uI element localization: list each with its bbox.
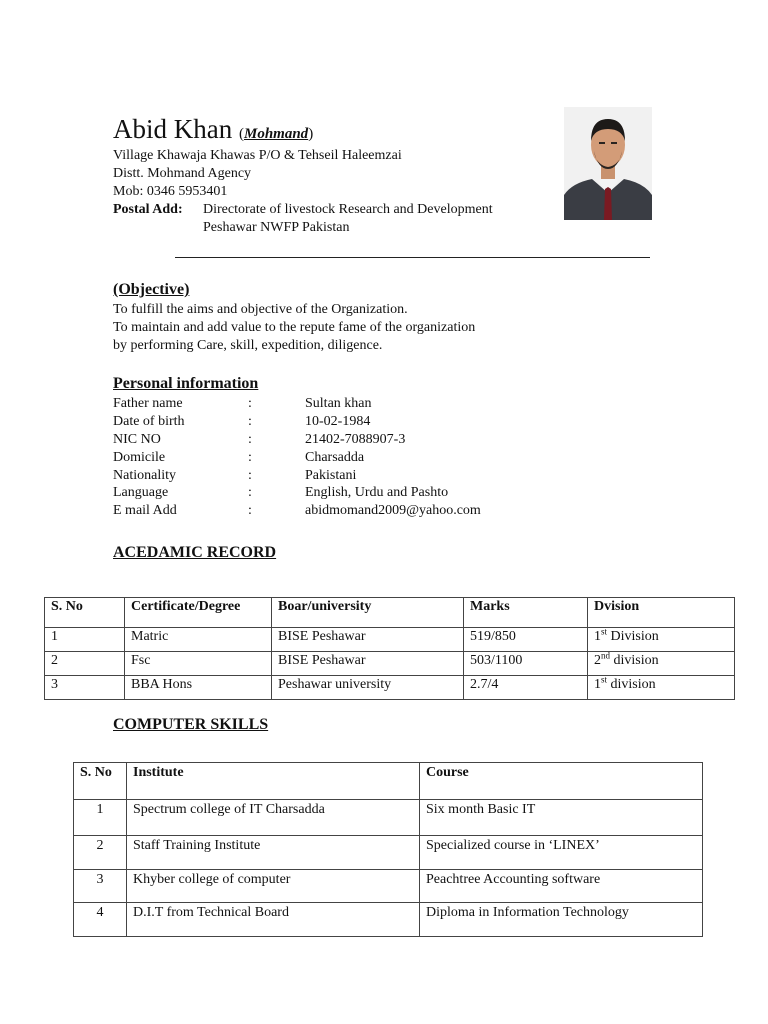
personal-key: NIC NO — [113, 432, 161, 447]
cell-certificate: Fsc — [125, 652, 272, 676]
name-suffix: (Mohmand) — [238, 126, 314, 142]
address-line-1: Village Khawaja Khawas P/O & Tehseil Haleemzai — [113, 148, 402, 163]
cell-marks: 503/1100 — [464, 652, 588, 676]
table-row — [74, 836, 703, 870]
header-divider — [175, 257, 650, 258]
cell-sno: 2 — [45, 652, 125, 676]
personal-key: Nationality — [113, 468, 176, 483]
personal-colon: : — [248, 468, 252, 483]
cell-sno: 3 — [74, 870, 127, 903]
cell-sno: 1 — [45, 628, 125, 652]
column-header: Marks — [464, 598, 588, 628]
cell-sno: 3 — [45, 676, 125, 700]
cell-certificate: Matric — [125, 628, 272, 652]
cell-institute: Staff Training Institute — [127, 836, 420, 870]
cell-course: Peachtree Accounting software — [420, 870, 703, 903]
cell-certificate: BBA Hons — [125, 676, 272, 700]
computer-skills-table — [73, 762, 703, 937]
personal-value: Pakistani — [305, 468, 357, 483]
table-row — [74, 800, 703, 836]
personal-colon: : — [248, 503, 252, 518]
personal-colon: : — [248, 414, 252, 429]
academic-heading: ACEDAMIC RECORD — [113, 544, 277, 561]
computer-heading: COMPUTER SKILLS — [113, 716, 269, 733]
personal-colon: : — [248, 432, 252, 447]
personal-key: Language — [113, 485, 169, 500]
column-header: Dvision — [588, 598, 735, 628]
cell-division: 2nd division — [588, 652, 735, 676]
personal-colon: : — [248, 450, 252, 465]
objective-line-2: To maintain and add value to the repute fame of the organization — [113, 320, 476, 335]
objective-line-3: by performing Care, skill, expedition, diligence. — [113, 338, 383, 353]
table-row — [45, 676, 735, 700]
personal-colon: : — [248, 485, 252, 500]
personal-value: Charsadda — [305, 450, 365, 465]
objective-heading: (Objective) — [113, 281, 190, 298]
postal-line-2: Peshawar NWFP Pakistan — [203, 220, 350, 235]
personal-heading: Personal information — [113, 375, 259, 392]
cell-institute: Spectrum college of IT Charsadda — [127, 800, 420, 836]
mobile-line: Mob: 0346 5953401 — [113, 184, 228, 199]
email-value: abidmomand2009@yahoo.com — [305, 503, 481, 518]
column-header: Boar/university — [272, 598, 464, 628]
table-header-row — [74, 763, 703, 800]
cell-sno: 4 — [74, 903, 127, 937]
cell-marks: 519/850 — [464, 628, 588, 652]
postal-line-1: Directorate of livestock Research and Development — [203, 202, 493, 217]
table-row — [45, 652, 735, 676]
cell-board: Peshawar university — [272, 676, 464, 700]
personal-key: E mail Add — [113, 503, 177, 518]
table-row — [74, 870, 703, 903]
table-row — [74, 903, 703, 937]
postal-label: Postal Add: — [113, 202, 183, 217]
cell-course: Diploma in Information Technology — [420, 903, 703, 937]
cell-board: BISE Peshawar — [272, 628, 464, 652]
personal-value: 21402-7088907-3 — [305, 432, 406, 447]
cell-sno: 2 — [74, 836, 127, 870]
personal-colon: : — [248, 396, 252, 411]
column-header: S. No — [74, 763, 127, 800]
cell-marks: 2.7/4 — [464, 676, 588, 700]
cell-sno: 1 — [74, 800, 127, 836]
academic-table — [44, 597, 735, 700]
address-line-2: Distt. Mohmand Agency — [113, 166, 252, 181]
cell-board: BISE Peshawar — [272, 652, 464, 676]
candidate-name — [113, 114, 313, 145]
personal-value: English, Urdu and Pashto — [305, 485, 449, 500]
table-header-row — [45, 598, 735, 628]
column-header: Institute — [127, 763, 420, 800]
table-row — [45, 628, 735, 652]
profile-photo — [564, 107, 652, 220]
column-header: Certificate/Degree — [125, 598, 272, 628]
cell-institute: Khyber college of computer — [127, 870, 420, 903]
cell-institute: D.I.T from Technical Board — [127, 903, 420, 937]
cell-course: Six month Basic IT — [420, 800, 703, 836]
name-text: Abid Khan — [113, 114, 233, 144]
personal-value: Sultan khan — [305, 396, 372, 411]
personal-key: Father name — [113, 396, 183, 411]
column-header: S. No — [45, 598, 125, 628]
personal-key: Date of birth — [113, 414, 185, 429]
cell-course: Specialized course in ‘LINEX’ — [420, 836, 703, 870]
cell-division: 1st Division — [588, 628, 735, 652]
personal-value: 10-02-1984 — [305, 414, 371, 429]
column-header: Course — [420, 763, 703, 800]
objective-line-1: To fulfill the aims and objective of the Organization. — [113, 302, 408, 317]
personal-key: Domicile — [113, 450, 166, 465]
cell-division: 1st division — [588, 676, 735, 700]
